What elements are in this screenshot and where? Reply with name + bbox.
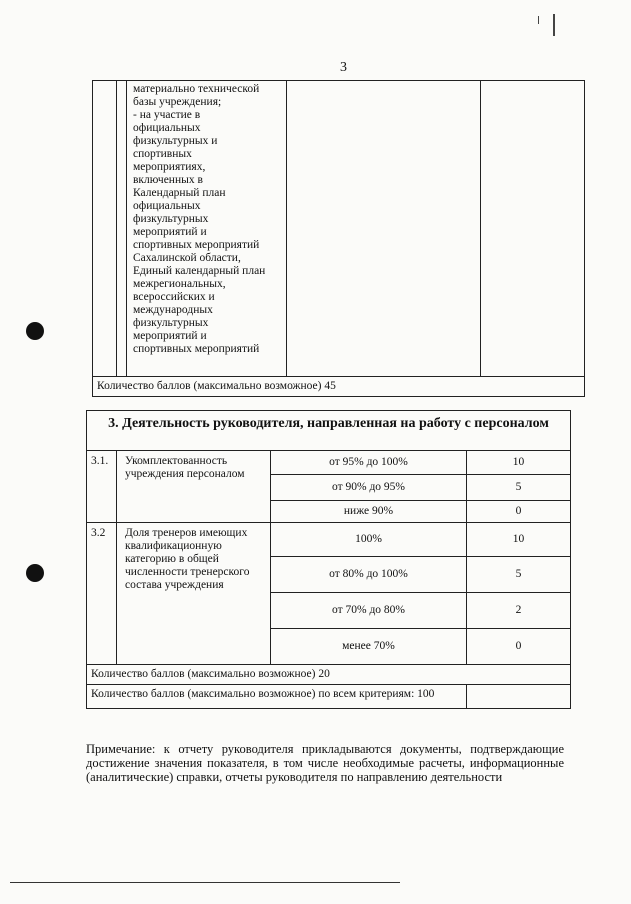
option-range: 100% xyxy=(271,523,467,557)
scan-mark xyxy=(538,16,539,24)
grand-total: Количество баллов (максимально возможное) по всем критериям: 100 xyxy=(87,685,467,709)
grand-total-value-empty xyxy=(467,685,571,709)
scan-mark xyxy=(553,14,555,36)
option-points: 10 xyxy=(467,523,571,557)
footnote: Примечание: к отчету руководителя прикладываются документы, подтверждающие достижение значения показателя, в том числе необходимые расчеты, информационные (аналитические) справки, отчеты руководителя по направлению деятельности xyxy=(86,742,564,784)
page-number: 3 xyxy=(340,60,347,75)
divider-line xyxy=(10,882,400,883)
criterion-label: Доля тренеров имеющих квалификационную категорию в общей численности тренерского состава учреждения xyxy=(117,523,271,665)
cell-empty xyxy=(287,81,481,377)
option-range: от 80% до 100% xyxy=(271,557,467,593)
option-range: менее 70% xyxy=(271,629,467,665)
option-points: 5 xyxy=(467,557,571,593)
option-points: 2 xyxy=(467,593,571,629)
section-total-20: Количество баллов (максимально возможное) 20 xyxy=(87,665,571,685)
criterion-label: Укомплектованность учреждения персоналом xyxy=(117,451,271,523)
option-range: от 70% до 80% xyxy=(271,593,467,629)
cell-empty xyxy=(481,81,585,377)
cell-empty xyxy=(117,81,127,377)
criterion-text: материально технической базы учреждения; - на участие в официальных физкультурных и спортивных мероприятиях, включенных в Календарный план официальных физкультурных мероприятий и спортивных мероприятий Сахалинской области, Единый календарный план межрегиональных, всероссийских и международных физкультурных мероприятий и спортивных мероприятий xyxy=(127,81,287,377)
punch-hole-top xyxy=(26,322,44,340)
row-number: 3.1. xyxy=(87,451,117,523)
option-range: от 90% до 95% xyxy=(271,475,467,501)
option-range: от 95% до 100% xyxy=(271,451,467,475)
option-range: ниже 90% xyxy=(271,501,467,523)
cell-num-empty xyxy=(93,81,117,377)
option-points: 10 xyxy=(467,451,571,475)
section-total-45: Количество баллов (максимально возможное) 45 xyxy=(93,377,585,397)
option-points: 5 xyxy=(467,475,571,501)
section-3-table xyxy=(86,410,571,709)
section-3-title: 3. Деятельность руководителя, направленная на работу с персоналом xyxy=(87,411,571,451)
criteria-table-continued xyxy=(92,80,585,397)
option-points: 0 xyxy=(467,501,571,523)
row-number: 3.2 xyxy=(87,523,117,665)
option-points: 0 xyxy=(467,629,571,665)
punch-hole-bottom xyxy=(26,564,44,582)
